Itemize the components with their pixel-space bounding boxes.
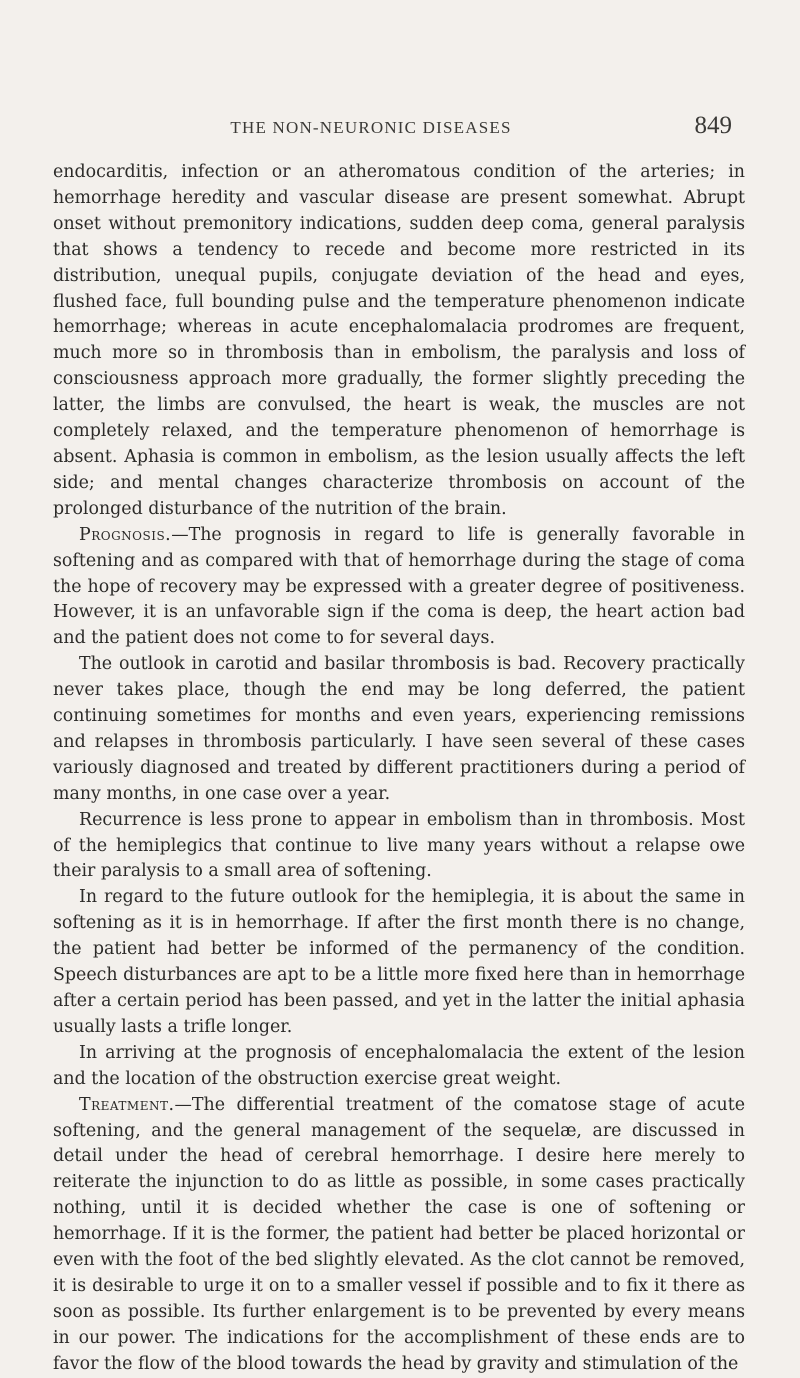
section-heading-treatment: Treatment. — [79, 1094, 175, 1115]
paragraph — [53, 885, 745, 1040]
paragraph — [53, 808, 745, 886]
paragraph — [53, 652, 745, 807]
paragraph — [53, 523, 745, 653]
paragraph-text: —The differential treatment of the comatose stage of acute softening, and the general management of the sequelæ, are discussed in detail under the head of cerebral hemorrhage. I desire here merely to reiterate the injunction to do as little as possible, in some cases practically nothing, until it is decided whether the case is one of softening or hemorrhage. If it is the former, the patient had better be placed horizontal or even with the foot of the bed slightly elevated. As the clot cannot be removed, it is desirable to urge it on to a smaller vessel if possible and to fix it there as soon as possible. Its further enlargement is to be prevented by every means in our power. The indications for the accomplishment of these ends are to favor the flow of the blood towards the head by gravity and stimulation of the — [53, 1094, 745, 1374]
paragraph-text: The outlook in carotid and basilar thrombosis is bad. Recovery practically never takes place, though the end may be long deferred, the patient continuing sometimes for months and even years, experiencing remissions and relapses in thrombosis particularly. I have seen several of these cases variously diagnosed and treated by different practitioners during a period of many months, in one case over a year. — [53, 654, 745, 804]
paragraph-text: endocarditis, infection or an atheromatous condition of the arteries; in hemorrhage heredity and vascular disease are present somewhat. Abrupt onset without premonitory indications, sudden deep coma, general paralysis that shows a tendency to recede and become more restricted in its distribution, unequal pupils, conjugate deviation of the head and eyes, flushed face, full bounding pulse and the temperature phenomenon indicate hemorrhage; whereas in acute encephalomalacia prodromes are frequent, much more so in thrombosis than in embolism, the paralysis and loss of consciousness approach more gradually, the former slightly preceding the latter, the limbs are convulsed, the heart is weak, the muscles are not completely relaxed, and the temperature phenomenon of hemorrhage is absent. Aphasia is common in embolism, as the lesion usually affects the left side; and mental changes characterize thrombosis on account of the prolonged disturbance of the nutrition of the brain. — [53, 162, 745, 519]
running-head — [56, 112, 732, 142]
paragraph-text: Recurrence is less prone to appear in embolism than in thrombosis. Most of the hemiplegics that continue to live many years without a relapse owe their paralysis to a small area of softening. — [53, 809, 745, 882]
paragraph — [53, 1093, 745, 1378]
page-number: 849 — [694, 112, 732, 139]
body-text — [53, 160, 745, 1378]
paragraph-text: In regard to the future outlook for the hemiplegia, it is about the same in softening as it is in hemorrhage. If after the first month there is no change, the patient had better be informed of the permanency of the condition. Speech disturbances are apt to be a little more fixed here than in hemorrhage after a certain period has been passed, and yet in the latter the initial aphasia usually lasts a trifle longer. — [53, 887, 745, 1037]
paragraph-text: —The prognosis in regard to life is generally favorable in softening and as compared with that of hemorrhage during the stage of coma the hope of recovery may be expressed with a greater degree of positiveness. However, it is an unfavorable sign if the coma is deep, the heart action bad and the patient does not come to for several days. — [53, 524, 745, 649]
paragraph — [53, 160, 745, 523]
paragraph — [53, 1041, 745, 1093]
running-title: THE NON-NEURONIC DISEASES — [230, 118, 512, 137]
paragraph-text: In arriving at the prognosis of encephalomalacia the extent of the lesion and the location of the obstruction exercise great weight. — [53, 1042, 745, 1089]
section-heading-prognosis: Prognosis. — [79, 524, 172, 545]
